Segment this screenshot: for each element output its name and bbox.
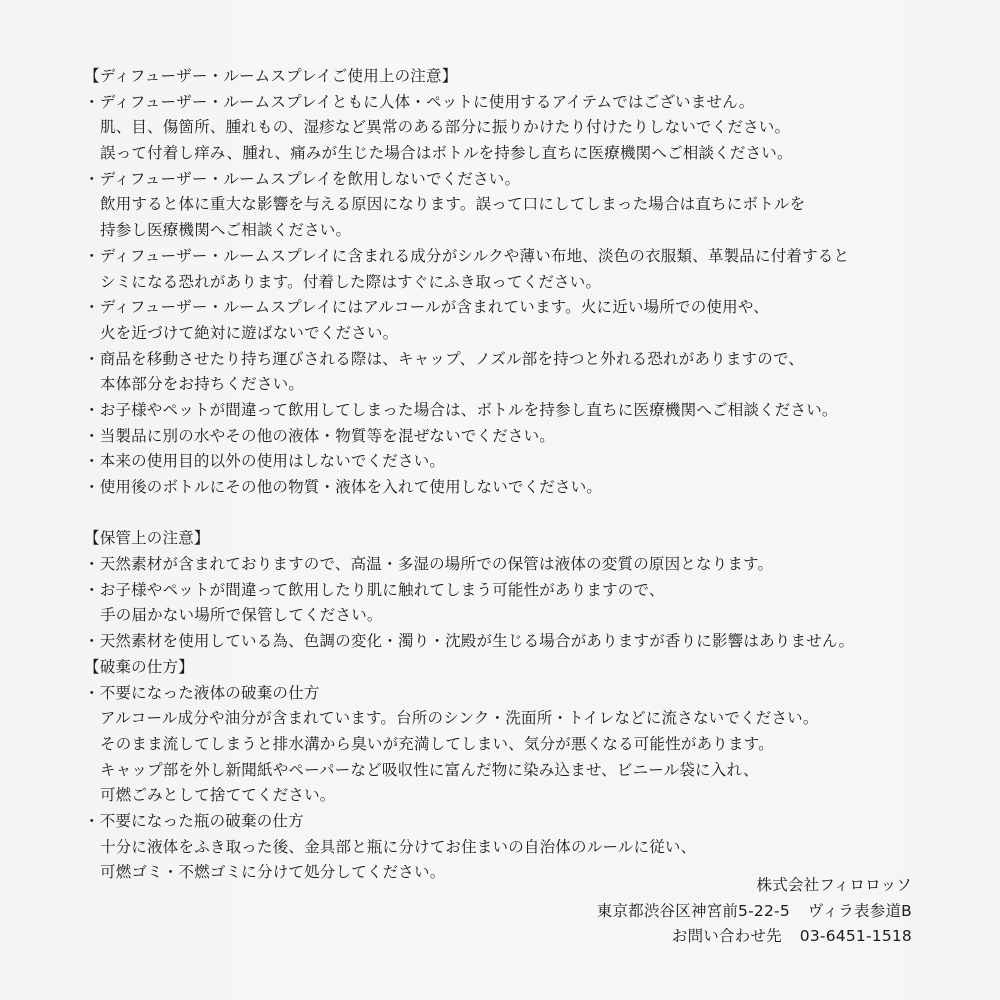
storage-item-2-line-2: 手の届かない場所で保管してください。 [100, 606, 383, 625]
usage-item-1-line-3: 誤って付着し痒み、腫れ、痛みが生じた場合はボトルを持参し直ちに医療機関へご相談ください。 [100, 144, 793, 163]
usage-item-1-line-1: ・ディフューザー・ルームスプレイともに人体・ペットに使用するアイテムではございません。 [84, 92, 755, 111]
disposal-heading: 【破棄の仕方】 [84, 657, 194, 676]
storage-item-2-line-1: ・お子様やペットが間違って飲用したり肌に触れてしまう可能性がありますので、 [84, 580, 665, 599]
company-info [597, 873, 912, 950]
usage-item-3-line-2: シミになる恐れがあります。付着した際はすぐにふき取ってください。 [100, 272, 602, 291]
contact-phone: 03-6451-1518 [799, 927, 912, 945]
disposal-item-2-line-3: 可燃ゴミ・不燃ゴミに分けて処分してください。 [100, 863, 446, 882]
disposal-item-2-title: ・不要になった瓶の破棄の仕方 [84, 811, 304, 830]
usage-item-4-line-2: 火を近づけて絶対に遊ばないでください。 [100, 323, 399, 342]
disposal-item-1-line-3: そのまま流してしまうと排水溝から臭いが充満してしまい、気分が悪くなる可能性があります。 [100, 734, 774, 753]
company-building: ヴィラ表参道B [807, 901, 912, 920]
disposal-item-1-line-4: キャップ部を外し新聞紙やペーパーなど吸収性に富んだ物に染み込ませ、ビニール袋に入れ、 [100, 760, 759, 779]
company-address-line [597, 899, 912, 925]
notice-text-block [84, 64, 924, 886]
usage-item-8: ・本来の使用目的以外の使用はしないでください。 [84, 452, 446, 471]
disposal-item-2-line-2: 十分に液体をふき取った後、金具部と瓶に分けてお住まいの自治体のルールに従い、 [100, 837, 697, 856]
disposal-item-1-line-5: 可燃ごみとして捨ててください。 [100, 786, 336, 805]
usage-item-2-line-2: 飲用すると体に重大な影響を与える原因になります。誤って口にしてしまった場合は直ちにボトルを [100, 195, 806, 214]
usage-item-1-line-2: 肌、目、傷箇所、腫れもの、湿疹など異常のある部分に振りかけたり付けたりしないでください。 [100, 118, 791, 137]
usage-item-5-line-1: ・商品を移動させたり持ち運びされる際は、キャップ、ノズル部を持つと外れる恐れがありますので、 [84, 349, 805, 368]
storage-item-3: ・天然素材を使用している為、色調の変化・濁り・沈殿が生じる場合がありますが香りに影響はありません。 [84, 632, 855, 651]
usage-item-3-line-1: ・ディフューザー・ルームスプレイに含まれる成分がシルクや薄い布地、淡色の衣服類、革製品に付着すると [84, 246, 850, 265]
disposal-item-1-line-2: アルコール成分や油分が含まれています。台所のシンク・洗面所・トイレなどに流さないでください。 [100, 709, 819, 728]
disposal-item-1-title: ・不要になった液体の破棄の仕方 [84, 683, 320, 702]
usage-item-7: ・当製品に別の水やその他の液体・物質等を混ぜないでください。 [84, 426, 556, 445]
company-name: 株式会社フィロロッソ [756, 876, 912, 894]
usage-item-2-line-3: 持参し医療機関へご相談ください。 [100, 221, 352, 240]
storage-item-1: ・天然素材が含まれておりますので、高温・多湿の場所での保管は液体の変質の原因となります。 [84, 555, 774, 574]
usage-item-9: ・使用後のボトルにその他の物質・液体を入れて使用しないでください。 [84, 478, 603, 496]
company-contact-line [597, 924, 912, 950]
usage-heading: 【ディフューザー・ルームスプレイご使用上の注意】 [84, 67, 458, 85]
usage-item-5-line-2: 本体部分をお持ちください。 [100, 375, 305, 394]
usage-item-2-line-1: ・ディフューザー・ルームスプレイを飲用しないでください。 [84, 169, 521, 188]
storage-heading: 【保管上の注意】 [84, 529, 210, 548]
section-spacer [84, 501, 924, 527]
usage-item-6: ・お子様やペットが間違って飲用してしまった場合は、ボトルを持参し直ちに医療機関へご相談ください。 [84, 400, 838, 419]
usage-item-4-line-1: ・ディフューザー・ルームスプレイにはアルコールが含まれています。火に近い場所での使用や、 [84, 298, 769, 317]
contact-label: お問い合わせ先 [671, 927, 782, 945]
company-address: 東京都渋谷区神宮前5-22-5 [596, 901, 790, 920]
